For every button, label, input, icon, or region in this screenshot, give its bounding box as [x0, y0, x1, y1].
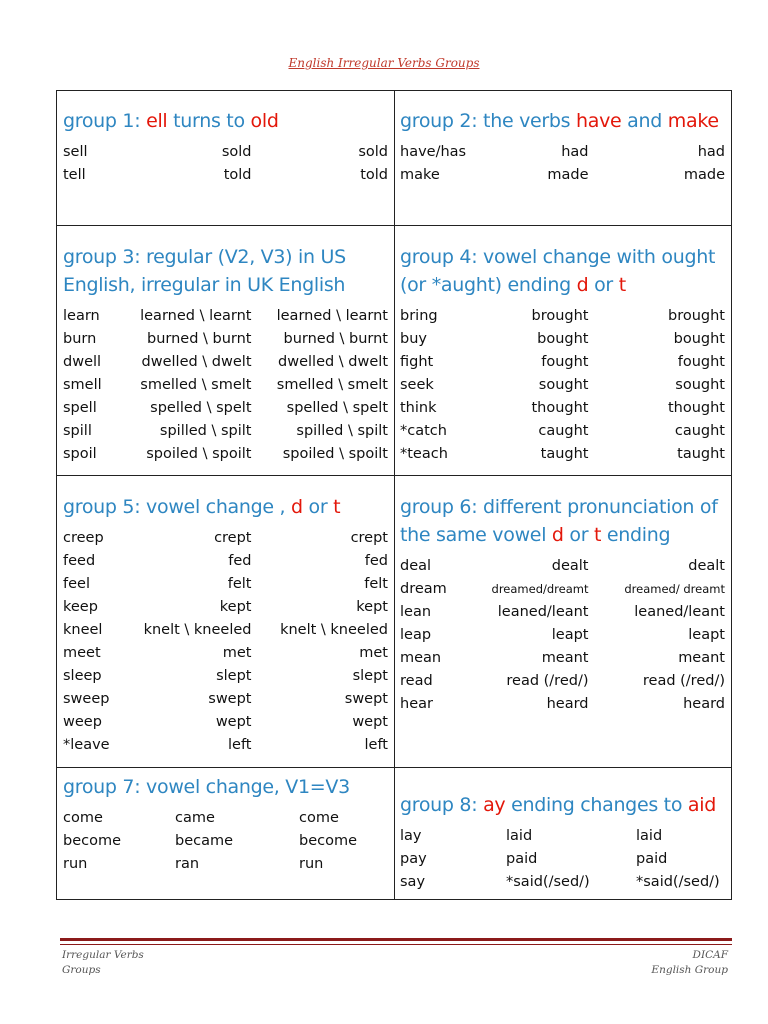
base-form: spoil	[63, 446, 97, 462]
footer-right-line1: DICAF	[692, 949, 728, 961]
verb-row	[400, 871, 725, 894]
past-simple: met	[222, 645, 252, 661]
past-participle: taught	[677, 446, 725, 462]
group-cell	[57, 243, 394, 466]
past-participle: meant	[678, 650, 725, 666]
past-simple: brought	[531, 308, 589, 324]
document-title: English Irregular Verbs Groups	[288, 56, 480, 70]
base-form: hear	[400, 696, 433, 712]
base-form: feel	[63, 576, 90, 592]
base-form: dream	[400, 581, 447, 597]
past-participle: read (/red/)	[642, 673, 725, 689]
footer-rule	[60, 938, 732, 941]
verb-row	[400, 647, 725, 670]
base-form: fight	[400, 354, 434, 370]
verb-row	[63, 351, 388, 374]
past-simple: paid	[506, 851, 538, 867]
heading-part: t	[594, 524, 602, 546]
past-participle: kept	[356, 599, 388, 615]
heading-part: d	[551, 524, 564, 546]
group-heading	[400, 493, 725, 549]
past-participle: fed	[364, 553, 388, 569]
group-heading	[63, 773, 388, 801]
verb-row	[63, 573, 388, 596]
past-simple: wept	[215, 714, 252, 730]
verb-row	[400, 555, 725, 578]
base-form: lay	[400, 828, 422, 844]
heading-part: aid	[687, 794, 716, 816]
heading-part: group 4: vowel change with ought (or *aught) ending	[400, 246, 716, 296]
verb-row	[63, 374, 388, 397]
verb-row	[63, 596, 388, 619]
past-simple: left	[228, 737, 252, 753]
verb-row	[63, 711, 388, 734]
heading-part: ell	[146, 110, 168, 132]
group-heading	[63, 243, 388, 299]
heading-part: ending changes to	[505, 794, 688, 816]
base-form: *catch	[400, 423, 447, 439]
verb-row	[63, 443, 388, 466]
base-form: *leave	[63, 737, 110, 753]
past-participle: run	[299, 856, 324, 872]
past-participle: sought	[675, 377, 725, 393]
past-simple: read (/red/)	[506, 673, 589, 689]
verb-row	[63, 527, 388, 550]
verb-row	[63, 619, 388, 642]
past-simple: spoiled \ spoilt	[146, 446, 252, 462]
past-simple: heard	[546, 696, 589, 712]
verb-row	[63, 642, 388, 665]
base-form: spill	[63, 423, 92, 439]
past-simple: learned \ learnt	[140, 308, 252, 324]
past-simple: burned \ burnt	[147, 331, 252, 347]
verb-row	[63, 550, 388, 573]
verb-row	[400, 141, 725, 164]
verb-row	[400, 601, 725, 624]
past-simple: thought	[531, 400, 589, 416]
verb-row	[63, 420, 388, 443]
heading-part: ay	[483, 794, 506, 816]
verb-row	[63, 853, 388, 876]
past-participle: thought	[667, 400, 725, 416]
past-participle: heard	[683, 696, 725, 712]
verb-list	[63, 141, 388, 187]
verb-row	[63, 830, 388, 853]
verb-groups-table	[56, 90, 732, 900]
heading-part: ending	[601, 524, 671, 546]
past-participle: dreamed/ dreamt	[624, 582, 725, 596]
heading-part: or	[588, 274, 619, 296]
past-participle: made	[683, 167, 725, 183]
footer-rule-thin	[60, 944, 732, 945]
verb-row	[400, 420, 725, 443]
group-cell	[394, 243, 731, 466]
verb-row	[63, 688, 388, 711]
heading-part: group 1:	[63, 110, 147, 132]
verb-row	[63, 807, 388, 830]
footer-right-line2: English Group	[651, 964, 728, 976]
past-participle: fought	[677, 354, 725, 370]
past-participle: felt	[364, 576, 388, 592]
heading-part: group 8:	[400, 794, 484, 816]
past-simple: bought	[537, 331, 589, 347]
row-divider	[57, 225, 731, 226]
past-simple: *said(/sed/)	[506, 874, 590, 890]
group-cell	[57, 773, 394, 876]
past-participle: met	[359, 645, 388, 661]
base-form: bring	[400, 308, 438, 324]
base-form: read	[400, 673, 433, 689]
verb-row	[63, 141, 388, 164]
verb-row	[63, 734, 388, 757]
verb-row	[400, 578, 725, 601]
past-simple: swept	[208, 691, 252, 707]
verb-row	[400, 670, 725, 693]
verb-row	[400, 693, 725, 716]
past-simple: told	[223, 167, 252, 183]
past-participle: sold	[358, 144, 388, 160]
base-form: think	[400, 400, 437, 416]
past-participle: brought	[668, 308, 725, 324]
heading-part: old	[250, 110, 279, 132]
group-cell	[394, 107, 731, 187]
past-simple: caught	[538, 423, 589, 439]
past-simple: spilled \ spilt	[159, 423, 252, 439]
heading-part: have	[576, 110, 622, 132]
verb-list	[400, 305, 725, 466]
base-form: run	[63, 856, 88, 872]
past-participle: paid	[636, 851, 668, 867]
past-simple: dreamed/dreamt	[491, 582, 589, 596]
past-participle: crept	[350, 530, 388, 546]
verb-row	[400, 397, 725, 420]
past-simple: felt	[227, 576, 252, 592]
base-form: smell	[63, 377, 102, 393]
past-simple: meant	[541, 650, 589, 666]
verb-row	[400, 328, 725, 351]
verb-row	[400, 164, 725, 187]
verb-row	[63, 665, 388, 688]
base-form: say	[400, 874, 426, 890]
group-heading	[400, 791, 725, 819]
base-form: make	[400, 167, 440, 183]
heading-part: or	[302, 496, 334, 518]
verb-row	[400, 825, 725, 848]
past-simple: taught	[540, 446, 589, 462]
heading-part: group 3: regular (V2, V3) in US English, irregular in UK English	[63, 246, 346, 296]
past-simple: smelled \ smelt	[140, 377, 252, 393]
base-form: pay	[400, 851, 427, 867]
heading-part: and	[621, 110, 668, 132]
past-participle: spoiled \ spoilt	[282, 446, 388, 462]
heading-part: group 6: different pronunciation of the same vowel	[400, 496, 718, 546]
group-heading	[400, 243, 725, 299]
verb-row	[63, 305, 388, 328]
base-form: dwell	[63, 354, 102, 370]
verb-row	[63, 328, 388, 351]
base-form: sweep	[63, 691, 110, 707]
base-form: feed	[63, 553, 96, 569]
past-simple: sold	[221, 144, 252, 160]
base-form: buy	[400, 331, 427, 347]
verb-list	[63, 527, 388, 757]
past-simple: became	[175, 833, 234, 849]
verb-row	[400, 351, 725, 374]
past-participle: knelt \ kneeled	[280, 622, 388, 638]
row-divider	[57, 475, 731, 476]
group-cell	[394, 493, 731, 716]
base-form: leap	[400, 627, 432, 643]
past-participle: *said(/sed/)	[636, 874, 720, 890]
past-participle: smelled \ smelt	[276, 377, 388, 393]
past-simple: fought	[541, 354, 589, 370]
past-simple: dealt	[551, 558, 589, 574]
base-form: sell	[63, 144, 88, 160]
heading-part: t	[618, 274, 626, 296]
heading-part: group 2: the verbs	[400, 110, 577, 132]
past-participle: leaned/leant	[634, 604, 725, 620]
heading-part: turns to	[167, 110, 251, 132]
verb-row	[400, 305, 725, 328]
past-simple: kept	[219, 599, 252, 615]
base-form: deal	[400, 558, 432, 574]
heading-part: t	[333, 496, 341, 518]
base-form: weep	[63, 714, 102, 730]
past-participle: laid	[636, 828, 663, 844]
past-simple: spelled \ spelt	[150, 400, 252, 416]
past-simple: crept	[214, 530, 252, 546]
base-form: become	[63, 833, 122, 849]
past-participle: become	[299, 833, 358, 849]
past-participle: had	[697, 144, 725, 160]
past-simple: came	[175, 810, 215, 826]
base-form: have/has	[400, 144, 467, 160]
past-participle: spelled \ spelt	[286, 400, 388, 416]
group-cell	[57, 493, 394, 757]
past-simple: fed	[228, 553, 252, 569]
past-participle: burned \ burnt	[283, 331, 388, 347]
past-simple: slept	[216, 668, 252, 684]
past-simple: knelt \ kneeled	[143, 622, 252, 638]
group-heading	[63, 107, 388, 135]
past-participle: dwelled \ dwelt	[278, 354, 388, 370]
base-form: learn	[63, 308, 100, 324]
verb-list	[400, 141, 725, 187]
verb-row	[400, 443, 725, 466]
past-participle: caught	[674, 423, 725, 439]
past-participle: slept	[352, 668, 388, 684]
group-heading	[400, 107, 725, 135]
footer-right	[608, 948, 728, 978]
heading-part: make	[667, 110, 719, 132]
heading-part: d	[291, 496, 303, 518]
group-heading	[63, 493, 388, 521]
footer-left	[62, 948, 182, 978]
verb-list	[400, 825, 725, 894]
group-cell	[394, 791, 731, 894]
heading-part: group 7: vowel change, V1=V3	[63, 776, 350, 798]
base-form: *teach	[400, 446, 448, 462]
verb-list	[63, 305, 388, 466]
base-form: keep	[63, 599, 98, 615]
base-form: lean	[400, 604, 432, 620]
base-form: kneel	[63, 622, 103, 638]
group-cell	[57, 107, 394, 187]
verb-list	[400, 555, 725, 716]
past-participle: learned \ learnt	[276, 308, 388, 324]
heading-part: group 5: vowel change ,	[63, 496, 292, 518]
past-participle: swept	[344, 691, 388, 707]
past-simple: dwelled \ dwelt	[141, 354, 252, 370]
base-form: seek	[400, 377, 434, 393]
base-form: tell	[63, 167, 86, 183]
past-participle: leapt	[688, 627, 725, 643]
past-simple: leaned/leant	[497, 604, 589, 620]
past-simple: ran	[175, 856, 200, 872]
past-participle: spilled \ spilt	[296, 423, 388, 439]
past-participle: come	[299, 810, 339, 826]
past-simple: made	[547, 167, 589, 183]
base-form: come	[63, 810, 103, 826]
verb-row	[63, 397, 388, 420]
base-form: creep	[63, 530, 104, 546]
heading-part: or	[563, 524, 595, 546]
footer-left-line2: Groups	[62, 964, 101, 976]
verb-row	[63, 164, 388, 187]
base-form: sleep	[63, 668, 102, 684]
verb-row	[400, 848, 725, 871]
verb-row	[400, 624, 725, 647]
heading-part: d	[576, 274, 589, 296]
past-participle: dealt	[688, 558, 725, 574]
past-participle: wept	[352, 714, 388, 730]
past-participle: left	[364, 737, 388, 753]
past-simple: leapt	[551, 627, 589, 643]
base-form: burn	[63, 331, 97, 347]
footer-left-line1: Irregular Verbs	[62, 949, 144, 961]
row-divider	[57, 767, 731, 768]
base-form: mean	[400, 650, 442, 666]
verb-row	[400, 374, 725, 397]
past-participle: told	[360, 167, 388, 183]
verb-list	[63, 807, 388, 876]
base-form: meet	[63, 645, 101, 661]
past-participle: bought	[673, 331, 725, 347]
base-form: spell	[63, 400, 97, 416]
past-simple: sought	[538, 377, 589, 393]
past-simple: laid	[506, 828, 533, 844]
past-simple: had	[561, 144, 589, 160]
